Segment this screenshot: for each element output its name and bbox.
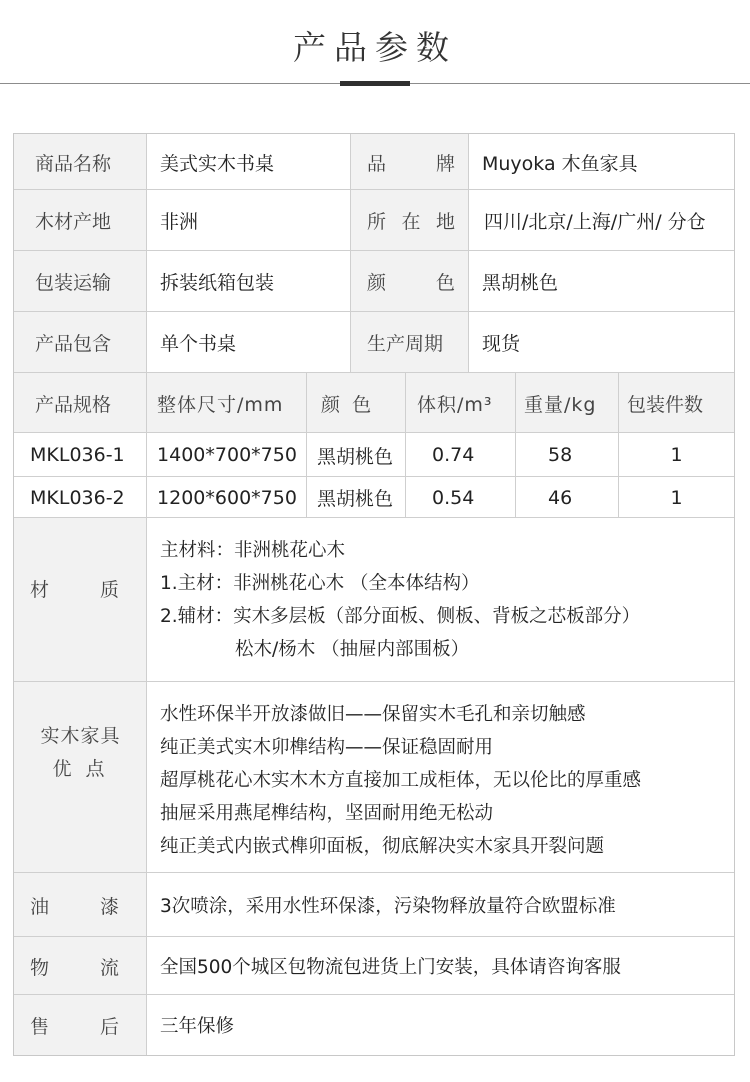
paint-label-char-2: 漆 xyxy=(99,895,119,918)
table-divider xyxy=(515,373,516,518)
product-name-value: 美式实木书桌 xyxy=(160,152,275,175)
material-line: 1.主材：非洲桃花心木 （全本体结构） xyxy=(160,573,480,594)
aftersale-label xyxy=(14,995,147,1055)
spec-header-volume: 体积/m³ xyxy=(406,373,516,433)
brand-label-char-2: 牌 xyxy=(435,152,455,175)
table-divider xyxy=(14,872,734,873)
color-value: 黑胡桃色 xyxy=(482,272,559,294)
table-divider xyxy=(405,373,406,518)
table-divider xyxy=(146,134,147,1055)
material-label-char-1: 材 xyxy=(30,578,50,601)
color-label-char-1: 颜 xyxy=(367,272,387,294)
contents-value: 单个书桌 xyxy=(160,333,237,355)
table-divider xyxy=(14,189,734,190)
location-label-char-1: 所 xyxy=(367,211,387,233)
table-divider xyxy=(14,936,734,937)
table-divider xyxy=(14,994,734,995)
advantage-line: 纯正美式实木卯榫结构——保证稳固耐用 xyxy=(160,737,494,758)
contents-label: 产品包含 xyxy=(14,312,147,373)
location-value: 四川/北京/上海/广州/ 分仓 xyxy=(484,211,706,233)
material-line: 2.辅材：实木多层板（部分面板、侧板、背板之芯板部分） xyxy=(160,606,641,627)
spec-pieces: 1 xyxy=(670,444,683,466)
spec-weight: 58 xyxy=(548,444,573,466)
spec-header-size: 整体尺寸/mm xyxy=(147,373,307,433)
spec-size: 1400*700*750 xyxy=(157,444,297,466)
spec-header-color: 颜 色 xyxy=(307,373,406,433)
color-label xyxy=(351,251,469,312)
packing-label: 包装运输 xyxy=(14,251,147,312)
wood-origin-label: 木材产地 xyxy=(14,190,147,251)
spec-volume: 0.54 xyxy=(432,486,475,509)
table-divider xyxy=(350,134,351,373)
table-divider xyxy=(14,372,734,373)
packing-value: 拆装纸箱包装 xyxy=(160,272,275,294)
spec-pieces: 1 xyxy=(670,486,683,509)
wood-origin-value: 非洲 xyxy=(160,211,199,233)
brand-label xyxy=(351,134,469,190)
advantages-value xyxy=(147,682,734,873)
logistics-label-char-2: 流 xyxy=(99,956,119,979)
product-name-label: 商品名称 xyxy=(14,134,147,190)
paint-label-char-1: 油 xyxy=(30,895,50,918)
color-label-char-2: 色 xyxy=(435,272,455,294)
table-divider xyxy=(14,432,734,433)
advantages-label-line: 优 点 xyxy=(52,758,109,780)
advantage-line: 水性环保半开放漆做旧——保留实木毛孔和亲切触感 xyxy=(160,704,586,725)
logistics-label-char-1: 物 xyxy=(30,956,50,979)
aftersale-label-char-2: 后 xyxy=(99,1015,119,1038)
spec-weight: 46 xyxy=(548,486,573,509)
cycle-label: 生产周期 xyxy=(351,312,469,373)
table-divider xyxy=(468,134,469,373)
spec-header-pieces: 包装件数 xyxy=(619,373,734,433)
spec-header-weight: 重量/kg xyxy=(516,373,619,433)
aftersale-value: 三年保修 xyxy=(160,1016,235,1037)
spec-model: MKL036-2 xyxy=(30,486,125,509)
location-label-char-3: 地 xyxy=(435,211,455,233)
location-label xyxy=(351,190,469,251)
table-divider xyxy=(14,517,734,518)
logistics-value: 全国500个城区包物流包进货上门安装，具体请咨询客服 xyxy=(160,957,621,978)
material-value xyxy=(147,518,734,682)
cycle-value: 现货 xyxy=(482,333,521,355)
logistics-label xyxy=(14,937,147,995)
material-line: 主材料：非洲桃花心木 xyxy=(160,540,346,561)
spec-size: 1200*600*750 xyxy=(157,486,297,509)
material-label xyxy=(14,518,147,682)
brand-label-char-1: 品 xyxy=(367,152,387,175)
paint-value: 3次喷涂，采用水性环保漆，污染物释放量符合欧盟标准 xyxy=(160,896,616,917)
material-label-char-2: 质 xyxy=(99,578,119,601)
params-table xyxy=(13,133,735,1056)
advantages-label xyxy=(14,682,147,873)
table-divider xyxy=(14,311,734,312)
paint-label xyxy=(14,873,147,937)
material-line: 松木/杨木 （抽屉内部围板） xyxy=(235,639,470,660)
advantages-label-line: 实木家具 xyxy=(40,725,121,747)
table-divider xyxy=(14,681,734,682)
advantage-line: 超厚桃花心木实木木方直接加工成柜体，无以伦比的厚重感 xyxy=(160,770,642,791)
header-accent-bar xyxy=(340,81,410,86)
table-divider xyxy=(618,373,619,518)
spec-model: MKL036-1 xyxy=(30,444,125,466)
table-divider xyxy=(14,250,734,251)
advantage-line: 纯正美式内嵌式榫卯面板，彻底解决实木家具开裂问题 xyxy=(160,836,605,857)
table-divider xyxy=(306,373,307,518)
table-divider xyxy=(14,476,734,477)
advantage-line: 抽屉采用燕尾榫结构，坚固耐用绝无松动 xyxy=(160,803,494,824)
spec-color: 黑胡桃色 xyxy=(317,445,394,468)
spec-header-model: 产品规格 xyxy=(14,373,147,433)
aftersale-label-char-1: 售 xyxy=(30,1015,50,1038)
brand-value: Muyoka 木鱼家具 xyxy=(482,152,638,175)
location-label-char-2: 在 xyxy=(401,211,421,233)
spec-volume: 0.74 xyxy=(432,444,475,466)
spec-color: 黑胡桃色 xyxy=(317,488,394,510)
page-title: 产品参数 xyxy=(293,28,457,67)
